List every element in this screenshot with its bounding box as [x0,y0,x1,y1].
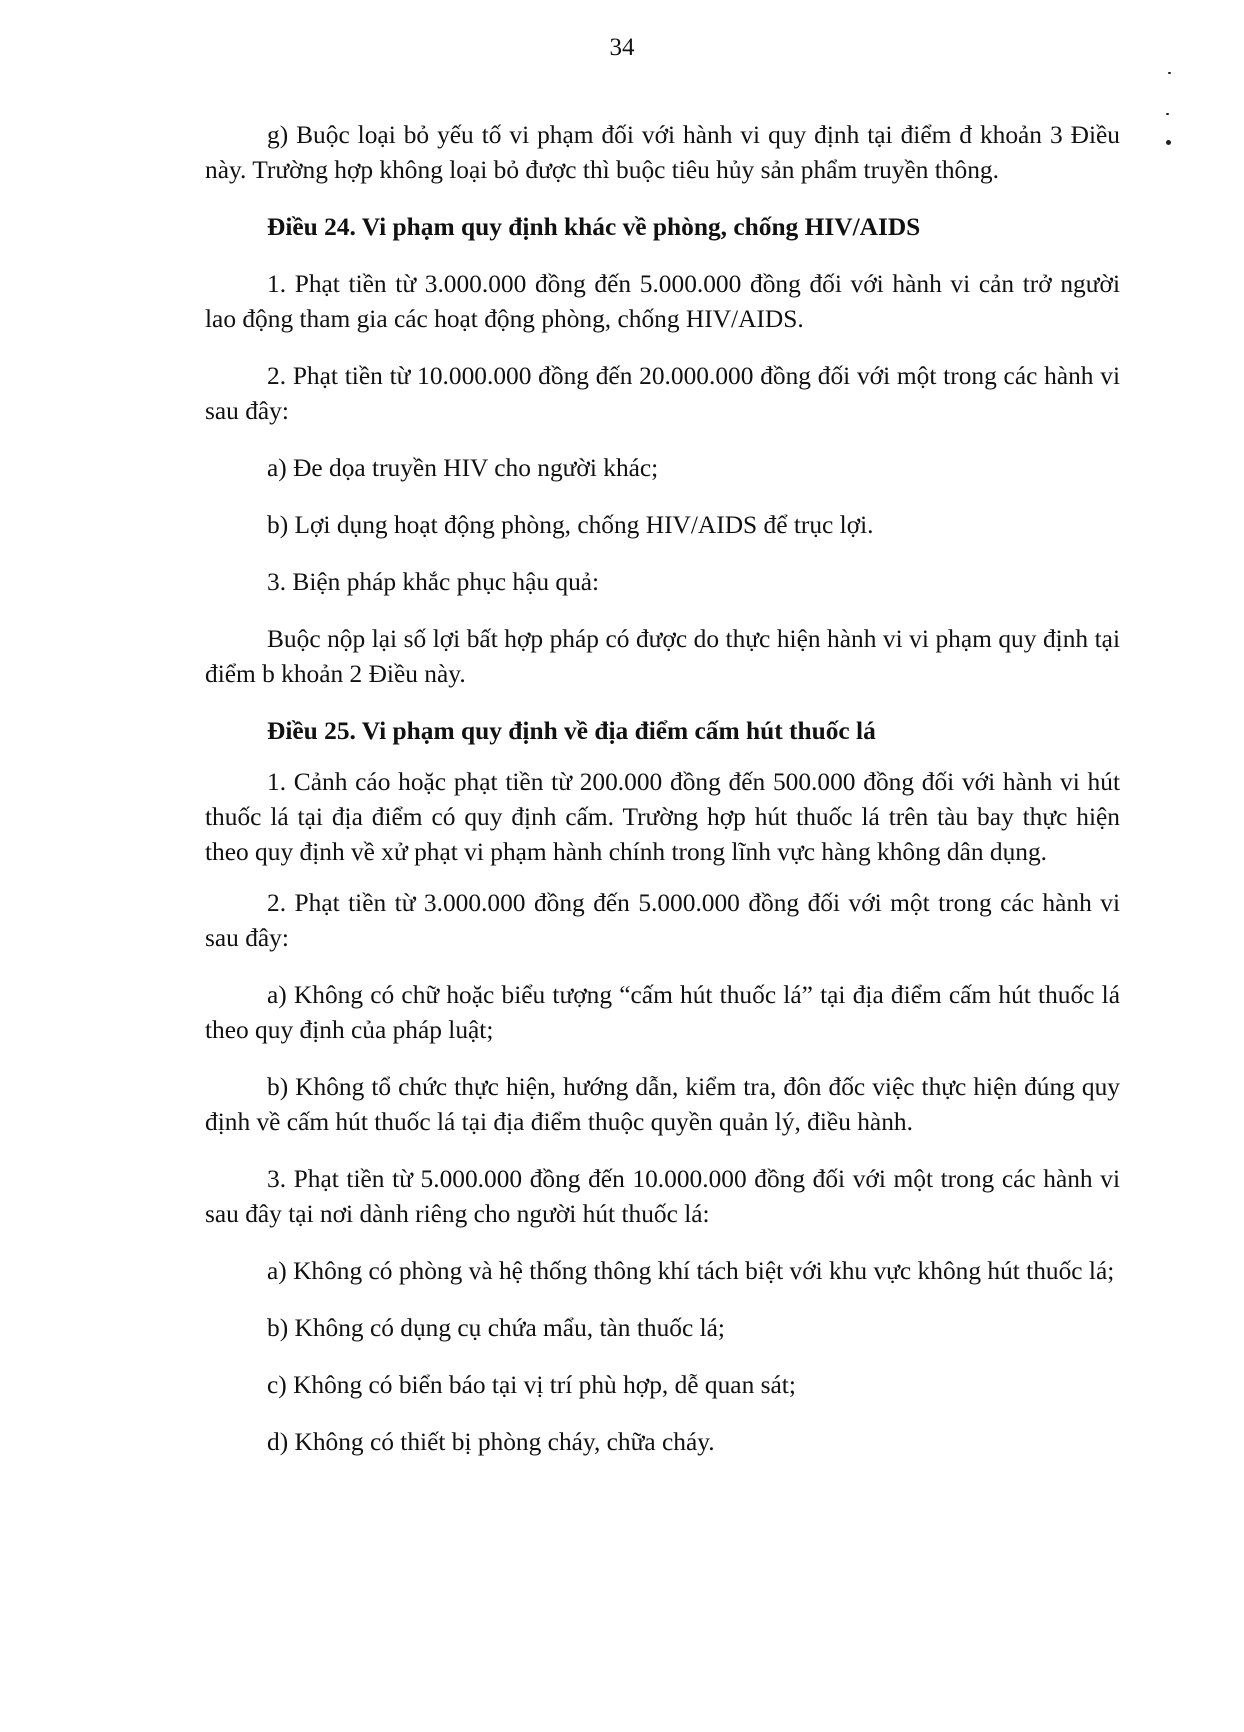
article-25-clause-1: 1. Cảnh cáo hoặc phạt tiền từ 200.000 đồng đến 500.000 đồng đối với hành vi hút thuốc lá tại địa điểm có quy định cấm. Trường hợp hút thuốc lá trên tàu bay thực hiện theo quy định về xử phạt vi phạm hành chính trong lĩnh vực hàng không dân dụng. [205,768,1120,866]
page-number: 34 [609,34,635,61]
article-25-clause-3: 3. Phạt tiền từ 5.000.000 đồng đến 10.000.000 đồng đối với một trong các hành vi sau đây tại nơi dành riêng cho người hút thuốc lá: [205,1165,1120,1228]
article-25-clause-2: 2. Phạt tiền từ 3.000.000 đồng đến 5.000.000 đồng đối với một trong các hành vi sau đây: [205,889,1120,952]
document-body [205,118,1120,1482]
scan-speck [1168,72,1171,74]
article-25-title: Điều 25. Vi phạm quy định về địa điểm cấm hút thuốc lá [267,717,876,745]
article-24-clause-2b: b) Lợi dụng hoạt động phòng, chống HIV/AIDS để trục lợi. [267,511,874,539]
article-24-clause-2a: a) Đe dọa truyền HIV cho người khác; [267,454,659,482]
article-24-remedy: Buộc nộp lại số lợi bất hợp pháp có được do thực hiện hành vi vi phạm quy định tại điểm b khoản 2 Điều này. [205,625,1120,688]
article-24-clause-3: 3. Biện pháp khắc phục hậu quả: [267,568,600,596]
scan-speck [1166,113,1169,115]
article-25-clause-3b: b) Không có dụng cụ chứa mẩu, tàn thuốc lá; [267,1314,725,1342]
article-25-clause-2a: a) Không có chữ hoặc biểu tượng “cấm hút thuốc lá” tại địa điểm cấm hút thuốc lá theo quy định của pháp luật; [205,981,1120,1044]
paragraph-g: g) Buộc loại bỏ yếu tố vi phạm đối với hành vi quy định tại điểm đ khoản 3 Điều này. Trường hợp không loại bỏ được thì buộc tiêu hủy sản phẩm truyền thông. [205,121,1120,184]
article-24-clause-1: 1. Phạt tiền từ 3.000.000 đồng đến 5.000.000 đồng đối với hành vi cản trở người lao động tham gia các hoạt động phòng, chống HIV/AIDS. [205,270,1120,333]
article-25-clause-3a: a) Không có phòng và hệ thống thông khí tách biệt với khu vực không hút thuốc lá; [267,1257,1115,1285]
article-25-clause-3d: d) Không có thiết bị phòng cháy, chữa cháy. [267,1428,715,1456]
article-24-clause-2: 2. Phạt tiền từ 10.000.000 đồng đến 20.000.000 đồng đối với một trong các hành vi sau đây: [205,362,1120,425]
article-25-clause-3c: c) Không có biển báo tại vị trí phù hợp, dễ quan sát; [267,1371,796,1399]
article-25-clause-2b: b) Không tổ chức thực hiện, hướng dẫn, kiểm tra, đôn đốc việc thực hiện đúng quy định về cấm hút thuốc lá tại địa điểm thuộc quyền quản lý, điều hành. [205,1073,1120,1136]
article-24-title: Điều 24. Vi phạm quy định khác về phòng, chống HIV/AIDS [267,213,921,241]
scan-speck [1166,140,1171,145]
